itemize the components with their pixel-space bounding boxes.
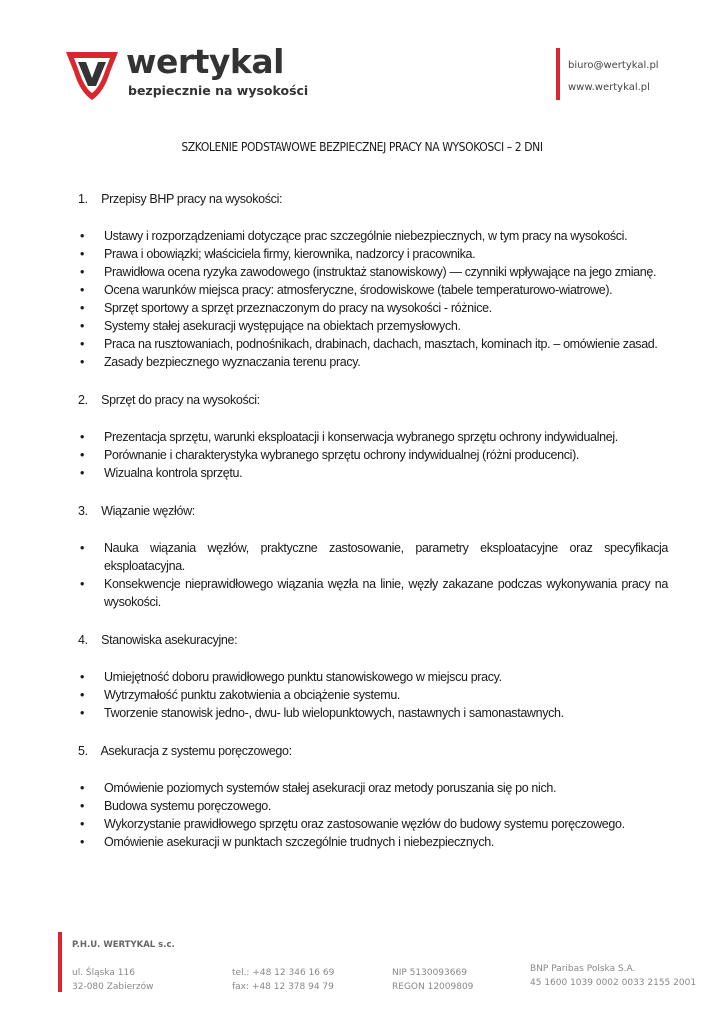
- brand-tagline: bezpiecznie na wysokości: [128, 83, 309, 98]
- section-heading-text: Asekuracja z systemu poręczowego:: [100, 744, 292, 758]
- list-item: • Porównanie i charakterystyka wybranego sprzętu ochrony indywidualnej (różni producenci).: [78, 446, 668, 464]
- list-item: • Praca na rusztowaniach, podnośnikach, drabinach, dachach, masztach, kominach itp. – omówienie zasad.: [78, 335, 668, 353]
- list-item: • Budowa systemu poręczowego.: [78, 797, 668, 815]
- section-list: [78, 668, 668, 722]
- section-heading: [78, 190, 668, 208]
- list-item: • Wizualna kontrola sprzętu.: [78, 464, 668, 482]
- list-item: • Zasady bezpiecznego wyznaczania terenu pracy.: [78, 353, 668, 371]
- list-item: • Wytrzymałość punktu zakotwienia a obciążenie systemu.: [78, 686, 668, 704]
- section-list: [78, 539, 668, 611]
- section-heading: [78, 631, 668, 649]
- list-item: • Konsekwencje nieprawidłowego wiązania węzła na linie, węzły zakazane podczas wykonywania pracy na wysokości.: [78, 575, 668, 611]
- company-logo: [60, 42, 310, 106]
- list-item: • Sprzęt sportowy a sprzęt przeznaczonym do pracy na wysokości - różnice.: [78, 299, 668, 317]
- list-item: • Omówienie poziomych systemów stałej asekuracji oraz metody poruszania się po nich.: [78, 779, 668, 797]
- list-item: • Nauka wiązania węzłów, praktyczne zastosowanie, parametry eksploatacyjne oraz specyfikacja eksploatacyjna.: [78, 539, 668, 575]
- header-accent-bar: [556, 48, 560, 100]
- section-heading: [78, 502, 668, 520]
- section-heading: [78, 742, 668, 760]
- section-list: [78, 428, 668, 482]
- section-number: 3.: [78, 504, 88, 518]
- section-heading-text: Sprzęt do pracy na wysokości:: [101, 393, 260, 407]
- footer-phones: [232, 966, 334, 994]
- list-item: • Tworzenie stanowisk jedno-, dwu- lub wielopunktowych, nastawnych i samonastawnych.: [78, 704, 668, 722]
- list-item: • Wykorzystanie prawidłowego sprzętu oraz zastosowanie węzłów do budowy systemu poręczowego.: [78, 815, 668, 833]
- footer-bank-name: BNP Paribas Polska S.A.: [530, 964, 636, 974]
- list-item: • Prawidłowa ocena ryzyka zawodowego (instruktaż stanowiskowy) — czynniki wpływające na jego zmianę.: [78, 263, 668, 281]
- wertykal-logo-icon: [60, 46, 124, 104]
- section-list: [78, 779, 668, 851]
- footer-bank-account: 45 1600 1039 0002 0033 2155 2001: [530, 978, 697, 988]
- list-item: • Systemy stałej asekuracji występujące na obiektach przemysłowych.: [78, 317, 668, 335]
- list-item: • Ustawy i rozporządzeniami dotyczące prac szczególnie niebezpiecznych, w tym pracy na wysokości.: [78, 227, 668, 245]
- footer-address: [72, 966, 153, 994]
- section-number: 1.: [78, 192, 88, 206]
- footer-regon: REGON 12009809: [392, 982, 474, 992]
- document-body: [78, 190, 668, 871]
- footer-tel: tel.: +48 12 346 16 69: [232, 968, 335, 978]
- contact-email[interactable]: biuro@wertykal.pl: [568, 60, 659, 71]
- footer-nip: NIP 5130093669: [392, 968, 467, 978]
- footer-accent-bar: [58, 932, 62, 992]
- section-number: 4.: [78, 633, 88, 647]
- section-number: 2.: [78, 393, 88, 407]
- section-heading-text: Stanowiska asekuracyjne:: [101, 633, 238, 647]
- contact-website[interactable]: www.wertykal.pl: [568, 82, 650, 93]
- footer-bank: [530, 962, 696, 990]
- section-list: [78, 227, 668, 371]
- section-heading: [78, 391, 668, 409]
- document-title: SZKOLENIE PODSTAWOWE BEZPIECZNEJ PRACY NA WYSOKOSCI – 2 DNI: [181, 140, 543, 154]
- section-heading-text: Wiązanie węzłów:: [101, 504, 195, 518]
- section-heading-text: Przepisy BHP pracy na wysokości:: [101, 192, 283, 206]
- footer-registry: [392, 966, 473, 994]
- footer-company-name: P.H.U. WERTYKAL s.c.: [72, 940, 175, 950]
- footer-fax: fax: +48 12 378 94 79: [232, 982, 334, 992]
- list-item: • Umiejętność doboru prawidłowego punktu stanowiskowego w miejscu pracy.: [78, 668, 668, 686]
- footer-address-line: 32-080 Zabierzów: [72, 982, 154, 992]
- list-item: • Omówienie asekuracji w punktach szczególnie trudnych i niebezpiecznych.: [78, 833, 668, 851]
- list-item: • Prawa i obowiązki; właściciela firmy, kierownika, nadzorcy i pracownika.: [78, 245, 668, 263]
- brand-name: wertykal: [126, 42, 284, 81]
- footer-address-line: ul. Śląska 116: [72, 968, 135, 978]
- list-item: • Prezentacja sprzętu, warunki eksploatacji i konserwacja wybranego sprzętu ochrony indywidualnej.: [78, 428, 668, 446]
- list-item: • Ocena warunków miejsca pracy: atmosferyczne, środowiskowe (tabele temperaturowo-wiatrowe).: [78, 281, 668, 299]
- section-number: 5.: [78, 744, 88, 758]
